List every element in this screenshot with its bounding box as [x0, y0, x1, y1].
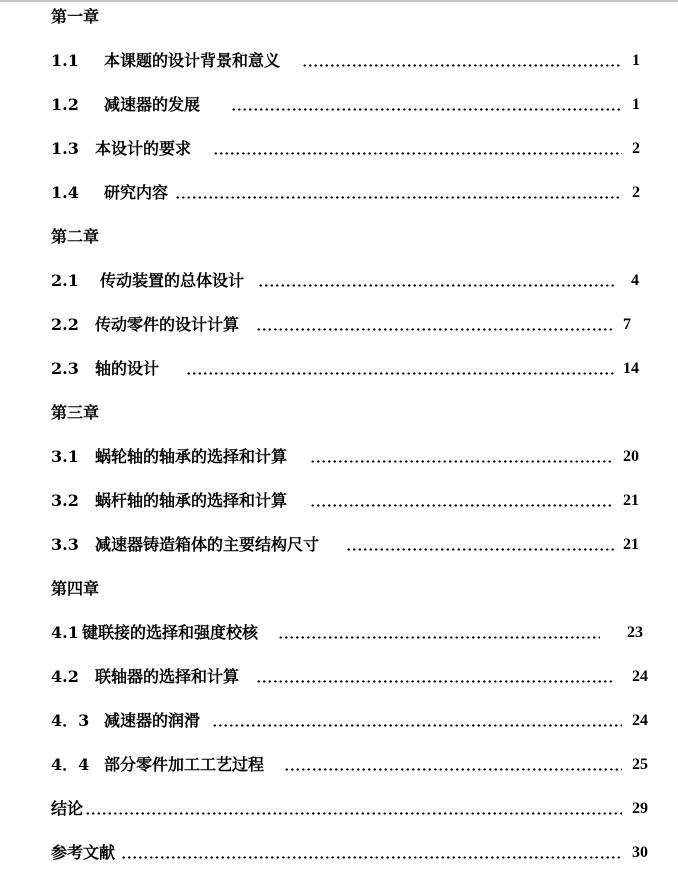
- dot-leader: [85, 812, 622, 815]
- toc-entry[interactable]: [0, 533, 678, 557]
- section-number: 1.3: [51, 139, 79, 158]
- page-number: 1: [632, 52, 640, 69]
- section-title: 传动零件的设计计算: [95, 315, 240, 334]
- page-number: 2: [632, 140, 640, 157]
- section-title: 传动装置的总体设计: [100, 271, 245, 290]
- page-number: 4: [631, 272, 639, 289]
- section-title: 研究内容: [104, 183, 169, 202]
- dot-leader: [213, 152, 622, 155]
- page-number: 25: [632, 756, 648, 773]
- page-number: 29: [632, 800, 648, 817]
- page-number: 21: [623, 492, 639, 509]
- dot-leader: [284, 768, 622, 771]
- dot-leader: [175, 196, 622, 199]
- chapter-heading-2: [0, 225, 678, 249]
- chapter-title: 第四章: [51, 579, 100, 598]
- section-number: 1.2: [51, 95, 79, 114]
- toc-entry[interactable]: [0, 709, 678, 733]
- toc-entry[interactable]: [0, 489, 678, 513]
- chapter-heading-3: [0, 401, 678, 425]
- section-title: 本设计的要求: [95, 139, 192, 158]
- chapter-title: 第二章: [51, 227, 100, 246]
- section-title: 参考文献: [51, 843, 116, 862]
- toc-entry[interactable]: [0, 665, 678, 689]
- section-title: 结论: [51, 799, 84, 818]
- section-title: 蜗轮轴的轴承的选择和计算: [95, 447, 288, 466]
- page-number: 24: [632, 668, 648, 685]
- section-number: 2.3: [51, 359, 79, 378]
- chapter-title: 第三章: [51, 403, 100, 422]
- dot-leader: [231, 108, 622, 111]
- page-top-border: [0, 0, 678, 2]
- section-number: 3.1: [51, 447, 79, 466]
- page-number: 24: [632, 712, 648, 729]
- page-number: 1: [632, 96, 640, 113]
- dot-leader: [256, 328, 614, 331]
- dot-leader: [278, 636, 600, 639]
- dot-leader: [121, 856, 622, 859]
- page-number: 2: [632, 184, 640, 201]
- dot-leader: [186, 372, 614, 375]
- section-title: 本课题的设计背景和意义: [104, 51, 281, 70]
- dot-leader: [256, 680, 614, 683]
- toc-entry[interactable]: [0, 93, 678, 117]
- page-number: 30: [632, 844, 648, 861]
- page-number: 23: [627, 624, 643, 641]
- chapter-heading-4: [0, 577, 678, 601]
- toc-entry[interactable]: [0, 269, 678, 293]
- dot-leader: [258, 284, 614, 287]
- dot-leader: [310, 460, 614, 463]
- section-number: 1.1: [51, 51, 79, 70]
- chapter-title: 第一章: [51, 7, 100, 26]
- section-title: 联轴器的选择和计算: [95, 667, 240, 686]
- toc-entry[interactable]: [0, 621, 678, 645]
- section-title: 轴的设计: [95, 359, 160, 378]
- toc-entry-conclusion[interactable]: [0, 797, 678, 821]
- toc-entry-references[interactable]: [0, 841, 678, 865]
- section-number: 2.1: [51, 271, 79, 290]
- section-number: 4.2: [51, 667, 79, 686]
- dot-leader: [346, 548, 614, 551]
- dot-leader: [310, 504, 614, 507]
- section-number: 1.4: [51, 183, 79, 202]
- toc-entry[interactable]: [0, 753, 678, 777]
- toc-entry[interactable]: [0, 313, 678, 337]
- section-title: 键联接的选择和强度校核: [82, 623, 259, 642]
- toc-entry[interactable]: [0, 49, 678, 73]
- section-title: 减速器的润滑: [104, 711, 201, 730]
- dot-leader: [212, 724, 622, 727]
- section-number: 4.1: [51, 623, 79, 642]
- section-number: 3.2: [51, 491, 79, 510]
- section-number: 4．3: [51, 711, 90, 730]
- page-number: 14: [623, 360, 639, 377]
- section-title: 蜗杆轴的轴承的选择和计算: [95, 491, 288, 510]
- page-number: 20: [623, 448, 639, 465]
- toc-entry[interactable]: [0, 445, 678, 469]
- page-number: 7: [623, 316, 631, 333]
- section-title: 减速器铸造箱体的主要结构尺寸: [95, 535, 320, 554]
- section-number: 3.3: [51, 535, 79, 554]
- section-number: 4．4: [51, 755, 90, 774]
- section-number: 2.2: [51, 315, 79, 334]
- page-number: 21: [623, 536, 639, 553]
- section-title: 减速器的发展: [104, 95, 201, 114]
- chapter-heading-1: [0, 5, 678, 29]
- toc-entry[interactable]: [0, 357, 678, 381]
- section-title: 部分零件加工工艺过程: [104, 755, 265, 774]
- toc-entry[interactable]: [0, 137, 678, 161]
- dot-leader: [302, 64, 622, 67]
- toc-entry[interactable]: [0, 181, 678, 205]
